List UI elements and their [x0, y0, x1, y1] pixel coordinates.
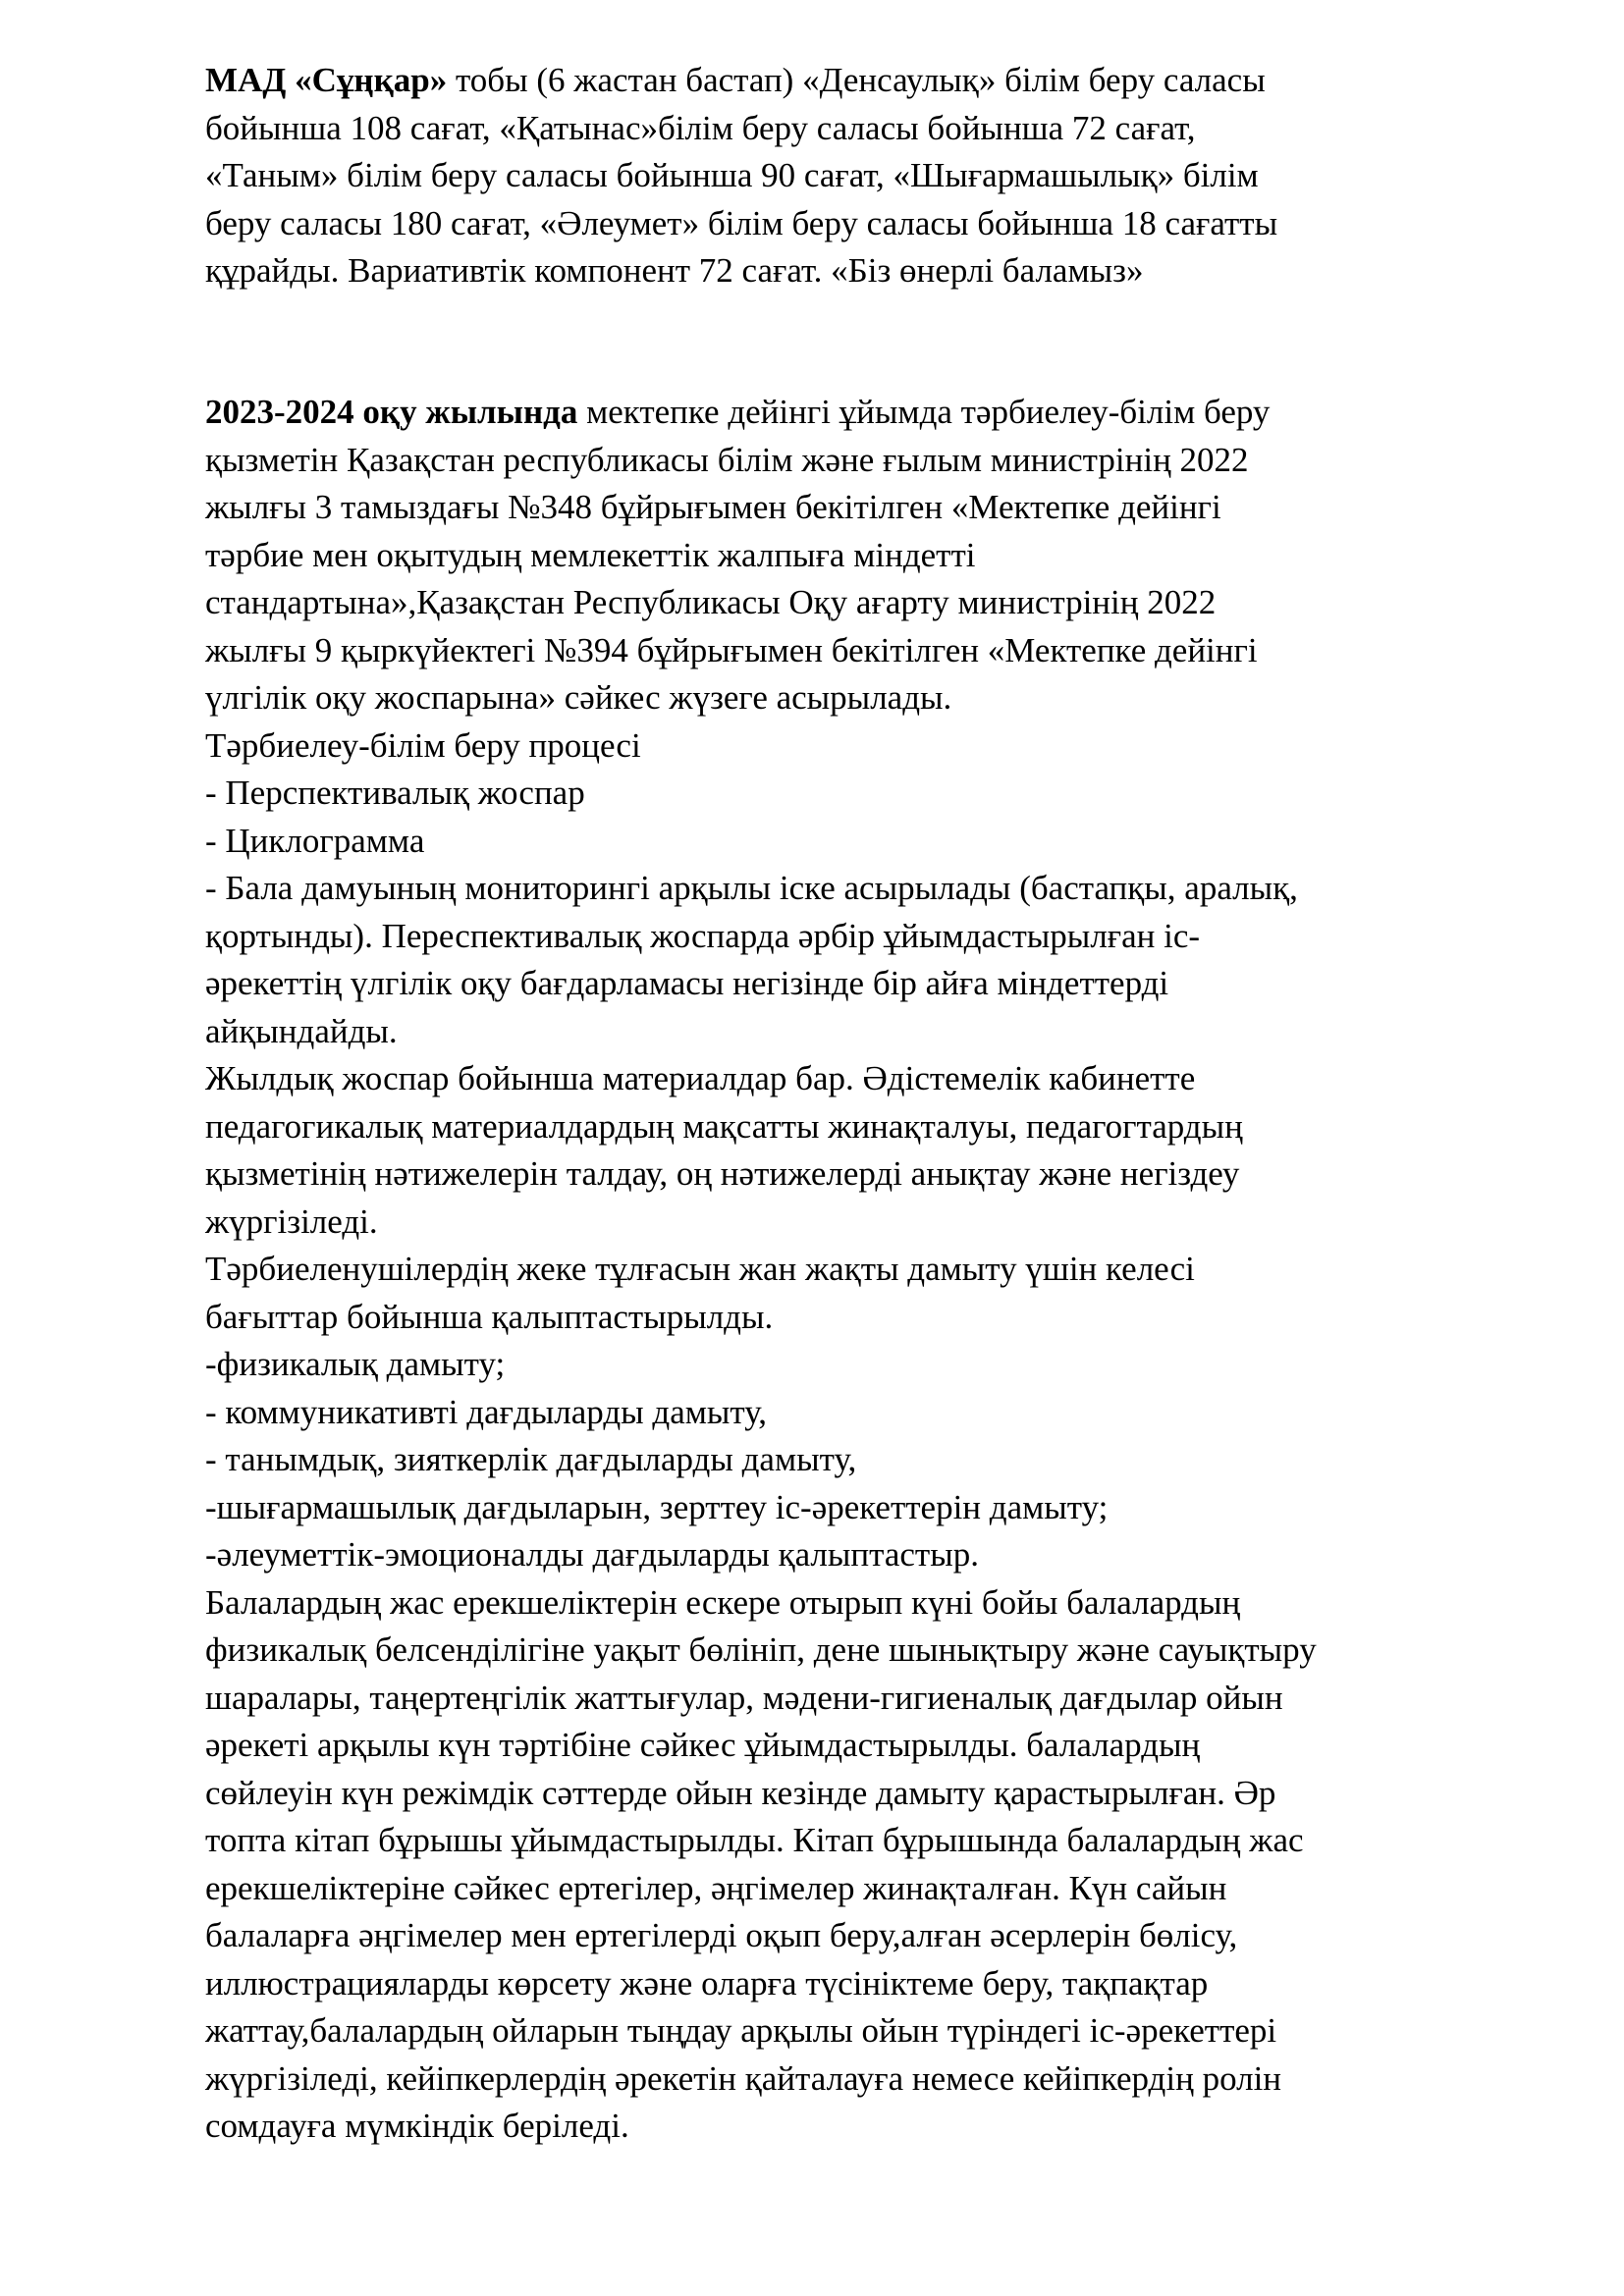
list-item: -шығармашылық дағдыларын, зерттеу іс-әрекеттерін дамыту; [205, 1487, 1109, 1526]
academic-year-section [205, 389, 1511, 2151]
list-item: - Перспективалық жоспар [205, 774, 585, 812]
list-item: -физикалық дамыту; [205, 1345, 506, 1383]
text-line: қортынды). Переспективалық жоспарда әрбір ұйымдастырылған іс- [205, 916, 1201, 955]
text-line: жүргізіледі. [205, 1201, 378, 1241]
list-item: -әлеуметтік-эмоционалды дағдыларды қалыптастыр. [205, 1535, 979, 1574]
text-line: құрайды. Вариативтік компонент 72 сағат. «Біз өнерлі баламыз» [205, 251, 1144, 290]
text-line: үлгілік оқу жоспарына» сәйкес жүзеге асырылады. [205, 678, 952, 717]
text-line: Тәрбиелеу-білім беру процесі [205, 725, 641, 765]
text-line: стандартына»,Қазақстан Республикасы Оқу ағарту министрінің 2022 [205, 583, 1217, 621]
text-line: беру саласы 180 сағат, «Әлеумет» білім беру саласы бойынша 18 сағатты [205, 203, 1278, 242]
text-line: әрекеті арқылы күн тәртібіне сәйкес ұйымдастырылды. балалардың [205, 1726, 1201, 1764]
text-line: «Таным» білім беру саласы бойынша 90 сағат, «Шығармашылық» білім [205, 156, 1259, 194]
text-line: әрекеттің үлгілік оқу бағдарламасы негізінде бір айға міндеттерді [205, 964, 1169, 1002]
text-line: жаттау,балалардың ойларын тыңдау арқылы ойын түріндегі іс-әрекеттері [205, 2011, 1277, 2050]
text-line [205, 389, 1511, 437]
group-hours-paragraph [205, 57, 1511, 295]
text-line: сомдауға мүмкіндік беріледі. [205, 2107, 629, 2145]
text-line: иллюстрацияларды көрсету және оларға түсініктеме беру, тақпақтар [205, 1963, 1209, 2002]
text-line: бойынша 108 сағат, «Қатынас»білім беру саласы бойынша 72 сағат, [205, 108, 1196, 147]
group-name: МАД «Сұңқар» [205, 61, 448, 99]
text-line: Тәрбиеленушілердің жеке тұлғасын жан жақты дамыту үшін келесі [205, 1250, 1195, 1288]
text-line: физикалық белсенділігіне уақыт бөлініп, дене шынықтыру және сауықтыру [205, 1630, 1317, 1669]
text-span: тобы (6 жастан бастап) «Денсаулық» білім беру саласы [447, 61, 1266, 99]
text-line: ерекшеліктеріне сәйкес ертегілер, әңгімелер жинақталған. Күн сайын [205, 1868, 1227, 1907]
text-line: топта кітап бұрышы ұйымдастырылды. Кітап бұрышында балалардың жас [205, 1821, 1304, 1859]
text-line: балаларға әңгімелер мен ертегілерді оқып беру,алған әсерлерін бөлісу, [205, 1916, 1238, 1954]
text-line: педагогикалық материалдардың мақсатты жинақталуы, педагогтардың [205, 1106, 1243, 1146]
text-line: жылғы 3 тамыздағы №348 бұйрығымен бекітілген «Мектепке дейінгі [205, 488, 1221, 526]
list-item: - Бала дамуының мониторингі арқылы іске асырылады (бастапқы, аралық, [205, 869, 1298, 907]
list-item: - Циклограмма [205, 821, 425, 860]
text-line: айқындайды. [205, 1011, 398, 1050]
list-item: - коммуникативті дағдыларды дамыту, [205, 1392, 767, 1431]
text-line [205, 57, 1511, 105]
text-line: Балалардың жас ерекшеліктерін ескере отырып күні бойы балалардың [205, 1582, 1241, 1622]
text-line: Жылдық жоспар бойынша материалдар бар. Әдістемелік кабинетте [205, 1059, 1196, 1097]
text-line: шаралары, таңертеңгілік жаттығулар, мәдени-гигиеналық дағдылар ойын [205, 1678, 1283, 1717]
text-line: бағыттар бойынша қалыптастырылды. [205, 1297, 774, 1336]
text-line: қызметін Қазақстан республикасы білім және ғылым министрінің 2022 [205, 440, 1249, 479]
academic-year-heading: 2023-2024 оқу жылында [205, 393, 578, 431]
text-line: сөйлеуін күн режімдік сәттерде ойын кезінде дамыту қарастырылған. Әр [205, 1773, 1276, 1812]
list-item: - танымдық, зияткерлік дағдыларды дамыту, [205, 1440, 857, 1478]
text-line: тәрбие мен оқытудың мемлекеттік жалпыға міндетті [205, 535, 976, 574]
text-line: жылғы 9 қыркүйектегі №394 бұйрығымен бекітілген «Мектепке дейінгі [205, 630, 1258, 669]
text-line: қызметінің нәтижелерін талдау, оң нәтижелерді анықтау және негіздеу [205, 1154, 1240, 1193]
text-span: мектепке дейінгі ұйымда тәрбиелеу-білім беру [577, 393, 1271, 431]
text-line: жүргізіледі, кейіпкерлердің әрекетін қайталауға немесе кейіпкердің ролін [205, 2058, 1282, 2098]
